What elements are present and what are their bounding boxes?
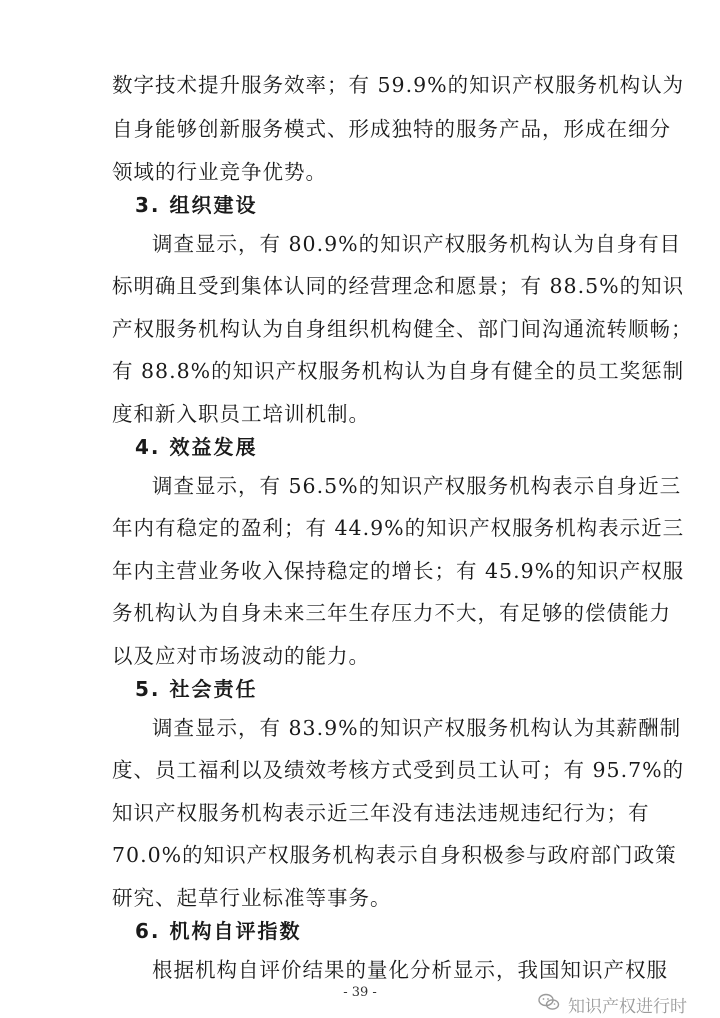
paragraph-line: 领域的行业竞争优势。 xyxy=(112,160,327,184)
paragraph-line: 年内主营业务收入保持稳定的增长；有 45.9%的知识产权服 xyxy=(112,559,685,583)
paragraph-line: 知识产权服务机构表示近三年没有违法违规违纪行为；有 xyxy=(112,801,650,825)
section-heading-3: 3. 组织建设 xyxy=(135,193,258,217)
section-heading-6: 6. 机构自评指数 xyxy=(135,919,302,943)
section-heading-5: 5. 社会责任 xyxy=(135,677,258,701)
paragraph-line: 有 88.8%的知识产权服务机构认为自身有健全的员工奖惩制 xyxy=(112,359,685,383)
paragraph-line: 调查显示，有 56.5%的知识产权服务机构表示自身近三 xyxy=(152,474,682,498)
paragraph-line: 研究、起草行业标准等事务。 xyxy=(112,886,392,910)
paragraph-line: 调查显示，有 83.9%的知识产权服务机构认为其薪酬制 xyxy=(152,716,682,740)
paragraph-line: 以及应对市场波动的能力。 xyxy=(112,644,370,668)
paragraph-line: 根据机构自评价结果的量化分析显示，我国知识产权服 xyxy=(152,958,668,982)
paragraph-line: 调查显示，有 80.9%的知识产权服务机构认为自身有目 xyxy=(152,232,682,256)
paragraph-line: 年内有稳定的盈利；有 44.9%的知识产权服务机构表示近三 xyxy=(112,516,685,540)
paragraph-line: 自身能够创新服务模式、形成独特的服务产品，形成在细分 xyxy=(112,117,671,141)
paragraph-line: 产权服务机构认为自身组织机构健全、部门间沟通流转顺畅； xyxy=(112,317,693,341)
paragraph-line: 度、员工福利以及绩效考核方式受到员工认可；有 95.7%的 xyxy=(112,758,685,782)
page-number: - 39 - xyxy=(343,985,377,1000)
section-heading-4: 4. 效益发展 xyxy=(135,435,258,459)
paragraph-line: 70.0%的知识产权服务机构表示自身积极参与政府部门政策 xyxy=(112,843,677,867)
paragraph-line: 标明确且受到集体认同的经营理念和愿景；有 88.5%的知识 xyxy=(112,274,685,298)
watermark-text: 知识产权进行时 xyxy=(568,997,687,1017)
paragraph-line: 数字技术提升服务效率；有 59.9%的知识产权服务机构认为 xyxy=(112,73,685,97)
paragraph-line: 度和新入职员工培训机制。 xyxy=(112,402,370,426)
wechat-icon xyxy=(538,993,568,1016)
paragraph-line: 务机构认为自身未来三年生存压力不大，有足够的偿债能力 xyxy=(112,601,671,625)
watermark xyxy=(538,992,687,1017)
